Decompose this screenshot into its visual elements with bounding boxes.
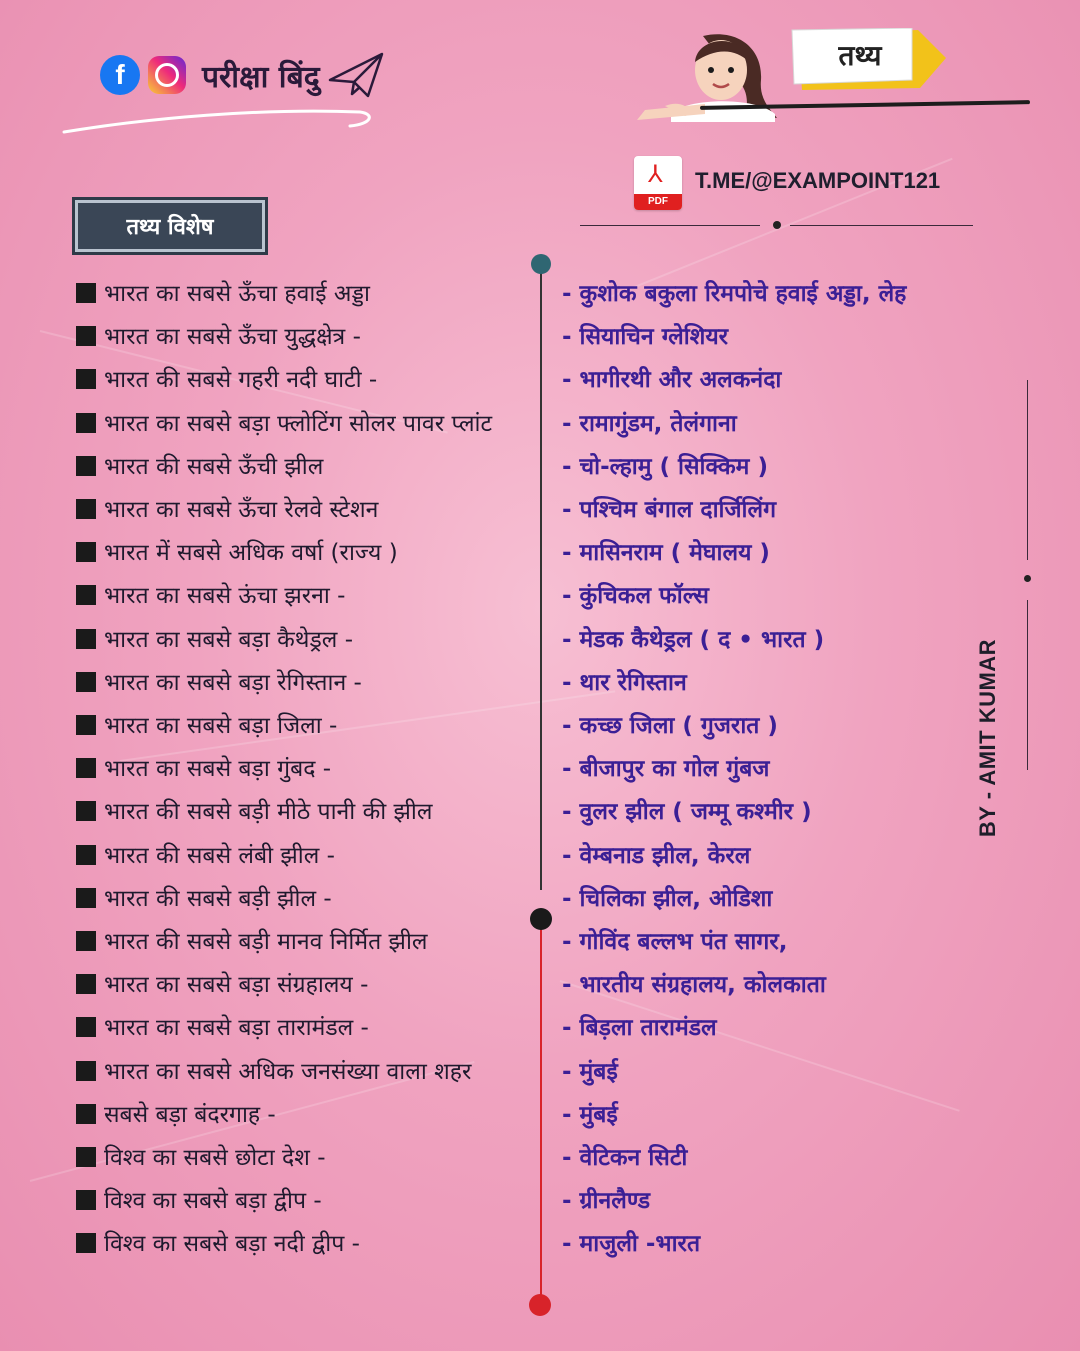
fact-question bbox=[76, 1183, 322, 1215]
fact-question-text: भारत का सबसे बड़ा कैथेड्रल - bbox=[104, 626, 354, 653]
square-bullet-icon bbox=[76, 888, 96, 908]
fact-answer: - भारतीय संग्रहालय, कोलकाता bbox=[562, 972, 826, 999]
fact-row bbox=[76, 838, 1036, 878]
square-bullet-icon bbox=[76, 369, 96, 389]
fact-row bbox=[76, 1010, 1036, 1050]
fact-question bbox=[76, 406, 492, 438]
section-title: तथ्य विशेष bbox=[126, 215, 214, 240]
fact-row bbox=[76, 1140, 1036, 1180]
fact-question-text: भारत की सबसे गहरी नदी घाटी - bbox=[104, 367, 378, 394]
side-divider bbox=[1027, 600, 1028, 770]
fact-question bbox=[76, 751, 331, 783]
fact-answer: - कुंचिकल फॉल्स bbox=[562, 583, 709, 610]
fact-question bbox=[76, 794, 432, 826]
fact-row bbox=[76, 449, 1036, 489]
timeline-dot-red bbox=[529, 1294, 551, 1316]
square-bullet-icon bbox=[76, 542, 96, 562]
fact-answer: - मुंबई bbox=[562, 1101, 618, 1128]
fact-question-text: भारत की सबसे बड़ी मानव निर्मित झील bbox=[104, 929, 428, 955]
girl-avatar-illustration bbox=[625, 18, 785, 136]
fact-row bbox=[76, 708, 1036, 748]
square-bullet-icon bbox=[76, 974, 96, 994]
fact-row bbox=[76, 276, 1036, 316]
fact-question-text: भारत का सबसे ऊंचा झरना - bbox=[104, 583, 346, 610]
fact-question bbox=[76, 362, 377, 394]
fact-answer: - गोविंद बल्लभ पंत सागर, bbox=[562, 929, 788, 955]
brand-name: परीक्षा बिंदु bbox=[202, 59, 320, 95]
fact-question bbox=[76, 319, 361, 351]
fact-row bbox=[76, 1226, 1036, 1266]
fact-row bbox=[76, 406, 1036, 446]
fact-answer: - वेम्बनाड झील, केरल bbox=[562, 842, 751, 869]
fact-question-text: भारत का सबसे बड़ा जिला - bbox=[104, 713, 338, 739]
fact-question bbox=[76, 578, 345, 610]
fact-row bbox=[76, 362, 1036, 402]
side-divider bbox=[1027, 380, 1028, 560]
square-bullet-icon bbox=[76, 1061, 96, 1081]
fact-row bbox=[76, 1097, 1036, 1137]
square-bullet-icon bbox=[76, 1147, 96, 1167]
instagram-icon[interactable] bbox=[148, 56, 186, 94]
fact-question bbox=[76, 967, 368, 999]
fact-answer: - मुंबई bbox=[562, 1058, 618, 1085]
telegram-link[interactable]: T.ME/@EXAMPOINT121 bbox=[695, 168, 941, 193]
fact-row bbox=[76, 319, 1036, 359]
square-bullet-icon bbox=[76, 801, 96, 821]
fact-answer: - बीजापुर का गोल गुंबज bbox=[562, 756, 770, 783]
fact-question-text: भारत में सबसे अधिक वर्षा (राज्य ) bbox=[104, 540, 398, 567]
fact-question-text: भारत की सबसे लंबी झील - bbox=[104, 842, 335, 869]
fact-question bbox=[76, 622, 353, 654]
section-title-box bbox=[72, 197, 268, 255]
fact-question bbox=[76, 665, 362, 697]
fact-question-text: भारत का सबसे बड़ा फ्लोटिंग सोलर पावर प्लांट bbox=[104, 410, 493, 437]
paper-plane-icon bbox=[328, 50, 384, 100]
facebook-icon[interactable]: f bbox=[100, 55, 140, 95]
square-bullet-icon bbox=[76, 1190, 96, 1210]
fact-question bbox=[76, 449, 323, 481]
fact-question bbox=[76, 1226, 360, 1258]
fact-question bbox=[76, 492, 378, 524]
square-bullet-icon bbox=[76, 1233, 96, 1253]
square-bullet-icon bbox=[76, 326, 96, 346]
fact-row bbox=[76, 1183, 1036, 1223]
fact-question bbox=[76, 708, 337, 740]
fact-answer: - रामागुंडम, तेलंगाना bbox=[562, 410, 737, 437]
fact-answer: - थार रेगिस्तान bbox=[562, 669, 687, 696]
fact-row bbox=[76, 751, 1036, 791]
fact-question bbox=[76, 1140, 326, 1172]
fact-answer: - कुशोक बकुला रिमपोचे हवाई अड्डा, लेह bbox=[562, 281, 907, 307]
fact-row bbox=[76, 924, 1036, 964]
square-bullet-icon bbox=[76, 456, 96, 476]
fact-question bbox=[76, 1010, 369, 1042]
square-bullet-icon bbox=[76, 585, 96, 605]
fact-question-text: भारत का सबसे बड़ा तारामंडल - bbox=[104, 1015, 369, 1042]
side-divider-dot bbox=[1024, 575, 1031, 582]
square-bullet-icon bbox=[76, 413, 96, 433]
fact-question-text: भारत का सबसे अधिक जनसंख्या वाला शहर bbox=[104, 1058, 472, 1085]
square-bullet-icon bbox=[76, 499, 96, 519]
fact-question-text: भारत का सबसे बड़ा गुंबद - bbox=[104, 756, 332, 783]
timeline-dot-teal bbox=[531, 254, 551, 274]
fact-answer: - माजुली -भारत bbox=[562, 1231, 701, 1258]
square-bullet-icon bbox=[76, 1017, 96, 1037]
tag-label: तथ्य bbox=[838, 39, 882, 72]
square-bullet-icon bbox=[76, 715, 96, 735]
fact-question-text: भारत का सबसे ऊँचा हवाई अड्डा bbox=[104, 281, 370, 307]
fact-question-text: विश्व का सबसे बड़ा द्वीप - bbox=[104, 1188, 322, 1215]
fact-answer: - मेडक कैथेड्रल ( द • भारत ) bbox=[562, 626, 825, 653]
pdf-icon[interactable]: ⅄ PDF bbox=[634, 156, 682, 210]
divider-line bbox=[790, 225, 973, 226]
brush-swoosh bbox=[60, 100, 380, 140]
fact-answer: - वुलर झील ( जम्मू कश्मीर ) bbox=[562, 799, 812, 826]
divider-line bbox=[580, 225, 760, 226]
fact-answer: - चो-ल्हामु ( सिक्किम ) bbox=[562, 453, 768, 480]
square-bullet-icon bbox=[76, 931, 96, 951]
fact-row bbox=[76, 622, 1036, 662]
fact-row bbox=[76, 794, 1036, 834]
square-bullet-icon bbox=[76, 1104, 96, 1124]
fact-answer: - सियाचिन ग्लेशियर bbox=[562, 324, 729, 351]
fact-question bbox=[76, 1097, 276, 1129]
fact-row bbox=[76, 1054, 1036, 1094]
fact-question-text: विश्व का सबसे बड़ा नदी द्वीप - bbox=[104, 1231, 360, 1258]
square-bullet-icon bbox=[76, 672, 96, 692]
fact-row bbox=[76, 492, 1036, 532]
fact-question-text: भारत की सबसे बड़ी झील - bbox=[104, 885, 332, 912]
fact-answer: - चिलिका झील, ओडिशा bbox=[562, 885, 773, 912]
fact-question bbox=[76, 276, 370, 308]
square-bullet-icon bbox=[76, 629, 96, 649]
fact-question bbox=[76, 881, 332, 913]
fact-row bbox=[76, 578, 1036, 618]
author-byline: BY - AMIT KUMAR bbox=[975, 638, 1000, 838]
fact-question bbox=[76, 1054, 471, 1086]
fact-question-text: भारत की सबसे ऊँची झील bbox=[104, 453, 324, 480]
fact-row bbox=[76, 665, 1036, 705]
fact-question-text: भारत का सबसे ऊँचा रेलवे स्टेशन bbox=[104, 497, 379, 523]
fact-answer: - बिड़ला तारामंडल bbox=[562, 1015, 717, 1042]
square-bullet-icon bbox=[76, 758, 96, 778]
fact-answer: - भागीरथी और अलकनंदा bbox=[562, 367, 782, 394]
fact-row bbox=[76, 967, 1036, 1007]
fact-question bbox=[76, 924, 428, 956]
fact-question-text: भारत का सबसे बड़ा संग्रहालय - bbox=[104, 972, 369, 999]
fact-answer: - ग्रीनलैण्ड bbox=[562, 1188, 651, 1215]
fact-row bbox=[76, 535, 1036, 575]
square-bullet-icon bbox=[76, 845, 96, 865]
divider-dot bbox=[773, 221, 781, 229]
brand-header bbox=[100, 50, 384, 100]
fact-answer: - कच्छ जिला ( गुजरात ) bbox=[562, 713, 778, 739]
fact-question bbox=[76, 535, 398, 567]
fact-question-text: सबसे बड़ा बंदरगाह - bbox=[104, 1101, 276, 1128]
square-bullet-icon bbox=[76, 283, 96, 303]
fact-question bbox=[76, 838, 335, 870]
fact-row bbox=[76, 881, 1036, 921]
fact-question-text: भारत की सबसे बड़ी मीठे पानी की झील bbox=[104, 799, 433, 826]
fact-question-text: विश्व का सबसे छोटा देश - bbox=[104, 1145, 326, 1171]
fact-answer: - पश्चिम बंगाल दार्जिलिंग bbox=[562, 497, 777, 523]
fact-question-text: भारत का सबसे बड़ा रेगिस्तान - bbox=[104, 669, 362, 696]
fact-answer: - मासिनराम ( मेघालय ) bbox=[562, 540, 770, 567]
fact-question-text: भारत का सबसे ऊँचा युद्धक्षेत्र - bbox=[104, 324, 361, 351]
fact-answer: - वेटिकन सिटी bbox=[562, 1145, 688, 1171]
